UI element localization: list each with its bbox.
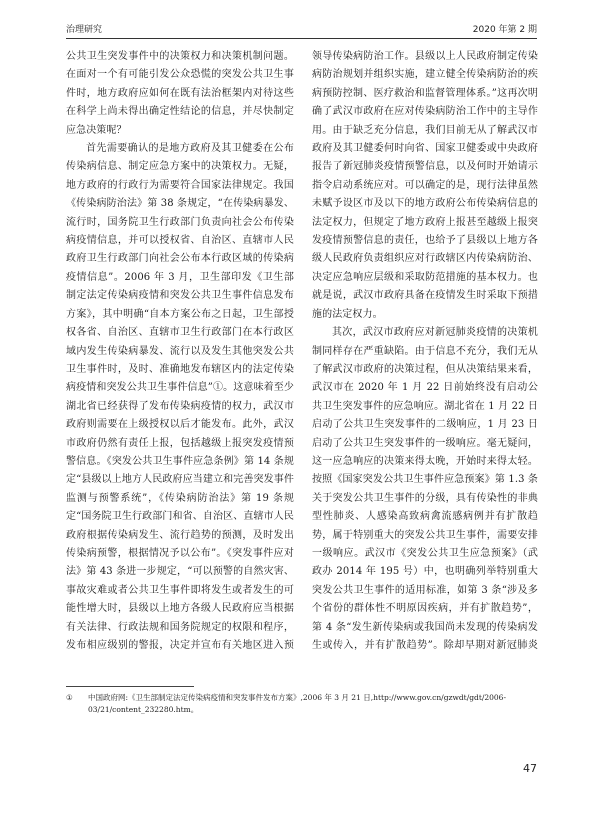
issue-label: 2020 年第 2 期	[472, 25, 537, 35]
page-number: 47	[523, 762, 537, 775]
footnote-mark: ①	[66, 693, 73, 702]
paragraph: 首先需要确认的是地方政府及其卫健委在公布传染病信息、制定应急方案中的决策权力。无疑，地方政府的行政行为需要符合国家法律规定。我国《传染病防治法》第 38 条规定，“在传染病暴发、流行时，国务院卫生行政部门负责向社会公布传染病疫情信息，并可以授权省、自治区、直辖市人民政府卫生行政部门向社会公布本行政区域的传染病疫情信息”。2006 年 3 月，卫生部印发《卫生部制定法定传染病疫情和突发公共卫生事件信息发布方案》，其中明确“自本方案公布之日起，卫生部授权各省、自治区、直辖市卫生行政部门在本行政区域内发生传染病暴发、流行以及发生其他突发公共卫生事件时，及时、准确地发布辖区内的法定传染病疫情和突发公共卫生事件信息”①。这意味着至少湖北省已经获得了发布传染病疫情的权力，武汉市政府则需要在上级授权以后才能发布。此外，武汉市政府仍然有责任上报，包括越级上报突发疫情预警信息。《突发公共卫生事件应急条例》第 14 条规定“县级以上地方人民政府应当建立和完善突发事件监测与预警系统”，《传染病防治法》第 19 条规定“国务院卫生行政部门和省、自治区、直辖市人民政府根据传染病发生、流行趋势的预测，及时发出传染病预警，根据情况予以公布”。《突发事件应对法》第 43 条进一步规定，“可以预警的自然灾害、事故灾难或者公共卫生事件即将发生或者发生的可能性增大时，县级以上地方各级人民政府应当根据有关法律、行政法规和国务院规定的权限和程序，发布相应级别的警报，决定并宣布有关地区进入预	[66, 143, 294, 651]
left-column	[66, 48, 294, 652]
paragraph: 公共卫生突发事件中的决策权力和决策机制问题。在面对一个有可能引发公众恐慌的突发公共卫生事件时，地方政府应如何在既有法治框架内对待这些在科学上尚未得出确定性结论的信息，并尽快制定应急决策呢？	[66, 51, 294, 136]
paragraph: 领导传染病防治工作。县级以上人民政府制定传染病防治规划并组织实施，建立健全传染病防治的疾病预防控制、医疗救治和监督管理体系。”这再次明确了武汉市政府在应对传染病防治工作中的主导作用。由于缺乏充分信息，我们目前无从了解武汉市政府及其卫健委何时向省、国家卫健委或中央政府报告了新冠肺炎疫情预警信息，以及何时开始请示指令启动系统应对。可以确定的是，现行法律虽然未赋予设区市及以下的地方政府公布传染病信息的法定权力，但规定了地方政府上报甚至越级上报突发疫情预警信息的责任，也给予了县级以上地方各级人民政府负责组织应对行政辖区内传染病防治、决定应急响应层级和采取防范措施的基本权力。也就是说，武汉市政府具备在疫情发生时采取下预措施的法定权力。	[312, 51, 538, 320]
footnote	[66, 692, 537, 716]
paragraph: 其次，武汉市政府应对新冠肺炎疫情的决策机制同样存在严重缺陷。由于信息不充分，我们无从了解武汉市政府的决策过程，但从决策结果来看，武汉市在 2020 年 1 月 22 日前始终没有启动公共卫生突发事件的应急响应。湖北省在 1 月 22 日启动了公共卫生突发事件的二级响应，1 月 23 日启动了公共卫生突发事件的一级响应。毫无疑问，这一应急响应的决策来得太晚，开始时来得太轻。按照《国家突发公共卫生事件应急预案》第 1.3 条关于突发公共卫生事件的分级，具有传染性的非典型性肺炎、人感染高致病禽流感病例并有扩散趋势，属于特别重大的突发公共卫生事件，需要安排一级响应。武汉市《突发公共卫生应急预案》（武政办 2014 年 195 号）中，也明确列举特别重大突发公共卫生事件的适用标准，如第 3 条“涉及多个省份的群体性不明原因疾病，并有扩散趋势”，第 4 条“发生新传染病或我国尚未发现的传染病发生或传入，并有扩散趋势”。除却早期对新冠肺炎	[312, 327, 538, 651]
journal-name: 治理研究	[66, 25, 103, 35]
footnote-text: 中国政府网:《卫生部制定法定传染病疫情和突发事件发布方案》,2006 年 3 月 21 日,http://www.gov.cn/gzwdt/gdt/2006-03/21/content_232280.htm。	[88, 693, 506, 714]
footnote-divider	[66, 686, 194, 687]
running-header	[66, 18, 537, 39]
right-column	[312, 48, 538, 652]
